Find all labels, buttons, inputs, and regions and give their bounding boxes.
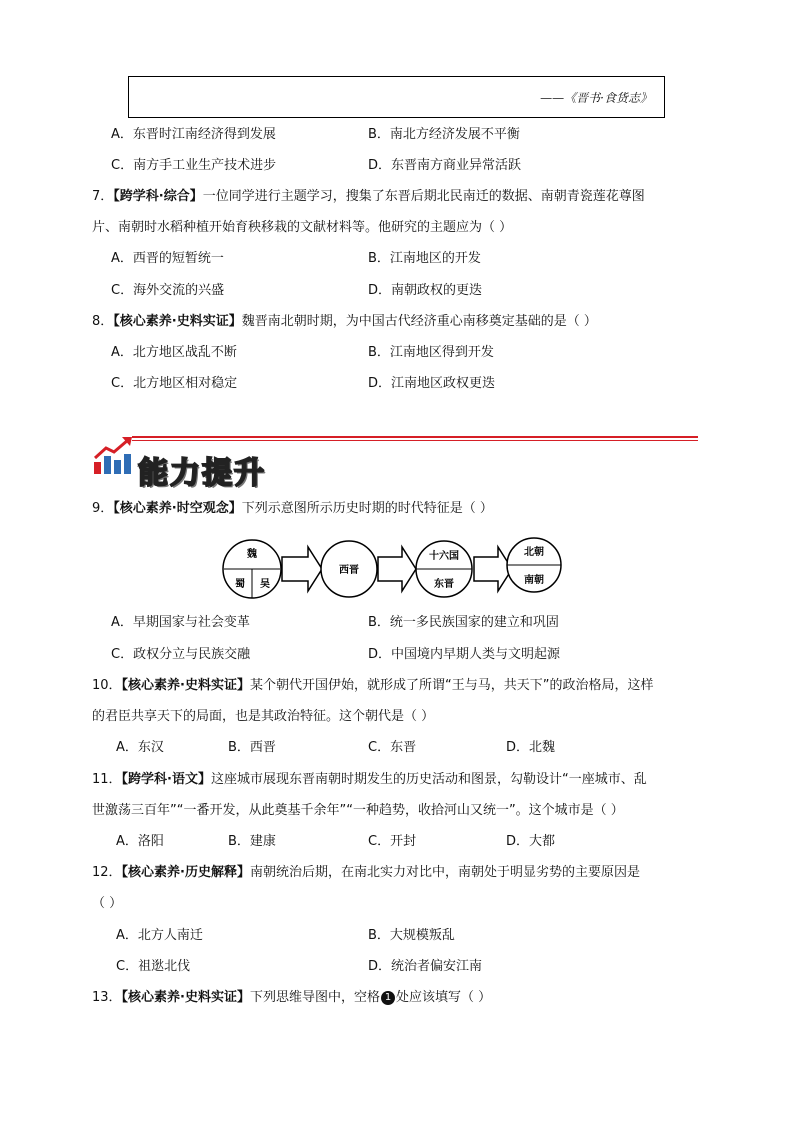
q12-option-c[interactable]: C．祖逖北伐 [116, 959, 191, 974]
q9-option-a[interactable]: A．早期国家与社会变革 [111, 615, 250, 630]
banner-rule-thin [132, 440, 698, 441]
q7-option-d[interactable]: D．南朝政权的更迭 [368, 283, 483, 298]
label-sixteen-kingdoms: 十六国 [429, 551, 459, 562]
arrow-1 [282, 547, 322, 591]
label-shu: 蜀 [235, 579, 245, 590]
q10-option-b[interactable]: B．西晋 [228, 740, 276, 755]
q6-option-c[interactable]: C．南方手工业生产技术进步 [111, 158, 277, 173]
q7-stem-line1 [92, 188, 645, 206]
q11-number: 11． [92, 772, 122, 787]
section-title: 能力提升 [138, 456, 266, 491]
q10-tag: 【核心素养·史料实证】 [121, 678, 250, 693]
q7-stem-line2: 片、南朝时水稻种植开始育秧移栽的文献材料等。他研究的主题应为（ ） [92, 220, 513, 235]
section-banner [92, 434, 698, 491]
q12-option-b[interactable]: B．大规模叛乱 [368, 928, 455, 943]
q9-tag: 【核心素养·时空观念】 [113, 501, 242, 516]
label-southern-dynasties: 南朝 [524, 575, 544, 586]
q9-text: 下列示意图所示历史时期的时代特征是（ ） [241, 501, 493, 516]
q13-text-a: 下列思维导图中，空格 [250, 990, 381, 1005]
q11-option-c[interactable]: C．开封 [368, 834, 417, 849]
q7-text: 一位同学进行主题学习，搜集了东晋后期北民南迁的数据、南朝青瓷莲花尊图 [202, 189, 645, 204]
q11-option-a[interactable]: A．洛阳 [116, 834, 164, 849]
quote-source: ——《晋书·食货志》 [540, 91, 652, 105]
q12-option-d[interactable]: D．统治者偏安江南 [368, 959, 483, 974]
label-eastern-jin: 东晋 [434, 579, 454, 590]
q12-tag: 【核心素养·历史解释】 [121, 865, 250, 880]
q11-text: 这座城市展现东晋南朝时期发生的历史活动和图景，勾勒设计“一座城市、乱 [211, 772, 647, 787]
q13-text-b: 处应该填写（ ） [396, 990, 492, 1005]
label-wei: 魏 [247, 549, 257, 560]
label-wu: 吴 [260, 579, 270, 590]
dynasty-flow-diagram [222, 527, 562, 609]
q8-option-c[interactable]: C．北方地区相对稳定 [111, 376, 238, 391]
arrow-2 [378, 547, 416, 591]
q8-option-b[interactable]: B．江南地区得到开发 [368, 345, 494, 360]
q12-option-a[interactable]: A．北方人南迁 [116, 928, 203, 943]
q13-number: 13． [92, 990, 122, 1005]
q10-option-a[interactable]: A．东汉 [116, 740, 164, 755]
label-western-jin: 西晋 [339, 565, 359, 576]
q7-option-a[interactable]: A．西晋的短暂统一 [111, 251, 224, 266]
q12-text: 南朝统治后期，在南北实力对比中，南朝处于明显劣势的主要原因是 [250, 865, 641, 880]
q10-stem-line1 [92, 677, 653, 695]
q11-stem-line2: 世激荡三百年”“一番开发，从此奠基千余年”“一种趋势，收拾河山又统一”。这个城市是（ ） [92, 803, 624, 818]
q6-option-b[interactable]: B．南北方经济发展不平衡 [368, 127, 520, 142]
q12-stem-line1 [92, 864, 640, 882]
q6-option-d[interactable]: D．东晋南方商业异常活跃 [368, 158, 522, 173]
q13-stem [92, 989, 491, 1007]
blank-number-marker: 1 [381, 991, 395, 1005]
q10-stem-line2: 的君臣共享天下的局面，也是其政治特征。这个朝代是（ ） [92, 709, 435, 724]
q6-option-a[interactable]: A．东晋时江南经济得到发展 [111, 127, 276, 142]
q13-tag: 【核心素养·史料实证】 [121, 990, 250, 1005]
q7-option-c[interactable]: C．海外交流的兴盛 [111, 283, 225, 298]
q9-number: 9． [92, 501, 114, 516]
q7-number: 7． [92, 189, 114, 204]
q10-text: 某个朝代开国伊始，就形成了所谓“王与马，共天下”的政治格局，这样 [250, 678, 654, 693]
quote-box [128, 76, 665, 118]
arrow-3 [474, 547, 512, 591]
q9-option-c[interactable]: C．政权分立与民族交融 [111, 647, 251, 662]
q9-option-d[interactable]: D．中国境内早期人类与文明起源 [368, 647, 561, 662]
q10-option-d[interactable]: D．北魏 [506, 740, 556, 755]
q10-number: 10． [92, 678, 122, 693]
growth-chart-icon [92, 434, 136, 476]
banner-rule [132, 436, 698, 438]
q12-number: 12． [92, 865, 122, 880]
q8-option-d[interactable]: D．江南地区政权更迭 [368, 376, 496, 391]
q10-option-c[interactable]: C．东晋 [368, 740, 417, 755]
q11-stem-line1 [92, 771, 647, 789]
q11-tag: 【跨学科·语文】 [121, 772, 211, 787]
q11-option-d[interactable]: D．大都 [506, 834, 556, 849]
q8-text: 魏晋南北朝时期，为中国古代经济重心南移奠定基础的是（ ） [241, 314, 597, 329]
q7-option-b[interactable]: B．江南地区的开发 [368, 251, 481, 266]
q11-option-b[interactable]: B．建康 [228, 834, 276, 849]
label-northern-dynasties: 北朝 [524, 547, 544, 558]
q8-number: 8． [92, 314, 114, 329]
q8-stem [92, 313, 597, 331]
q9-option-b[interactable]: B．统一多民族国家的建立和巩固 [368, 615, 559, 630]
q8-option-a[interactable]: A．北方地区战乱不断 [111, 345, 237, 360]
q12-stem-line2: （ ） [92, 896, 123, 911]
q7-tag: 【跨学科·综合】 [113, 189, 203, 204]
q9-stem [92, 500, 493, 518]
q8-tag: 【核心素养·史料实证】 [113, 314, 242, 329]
